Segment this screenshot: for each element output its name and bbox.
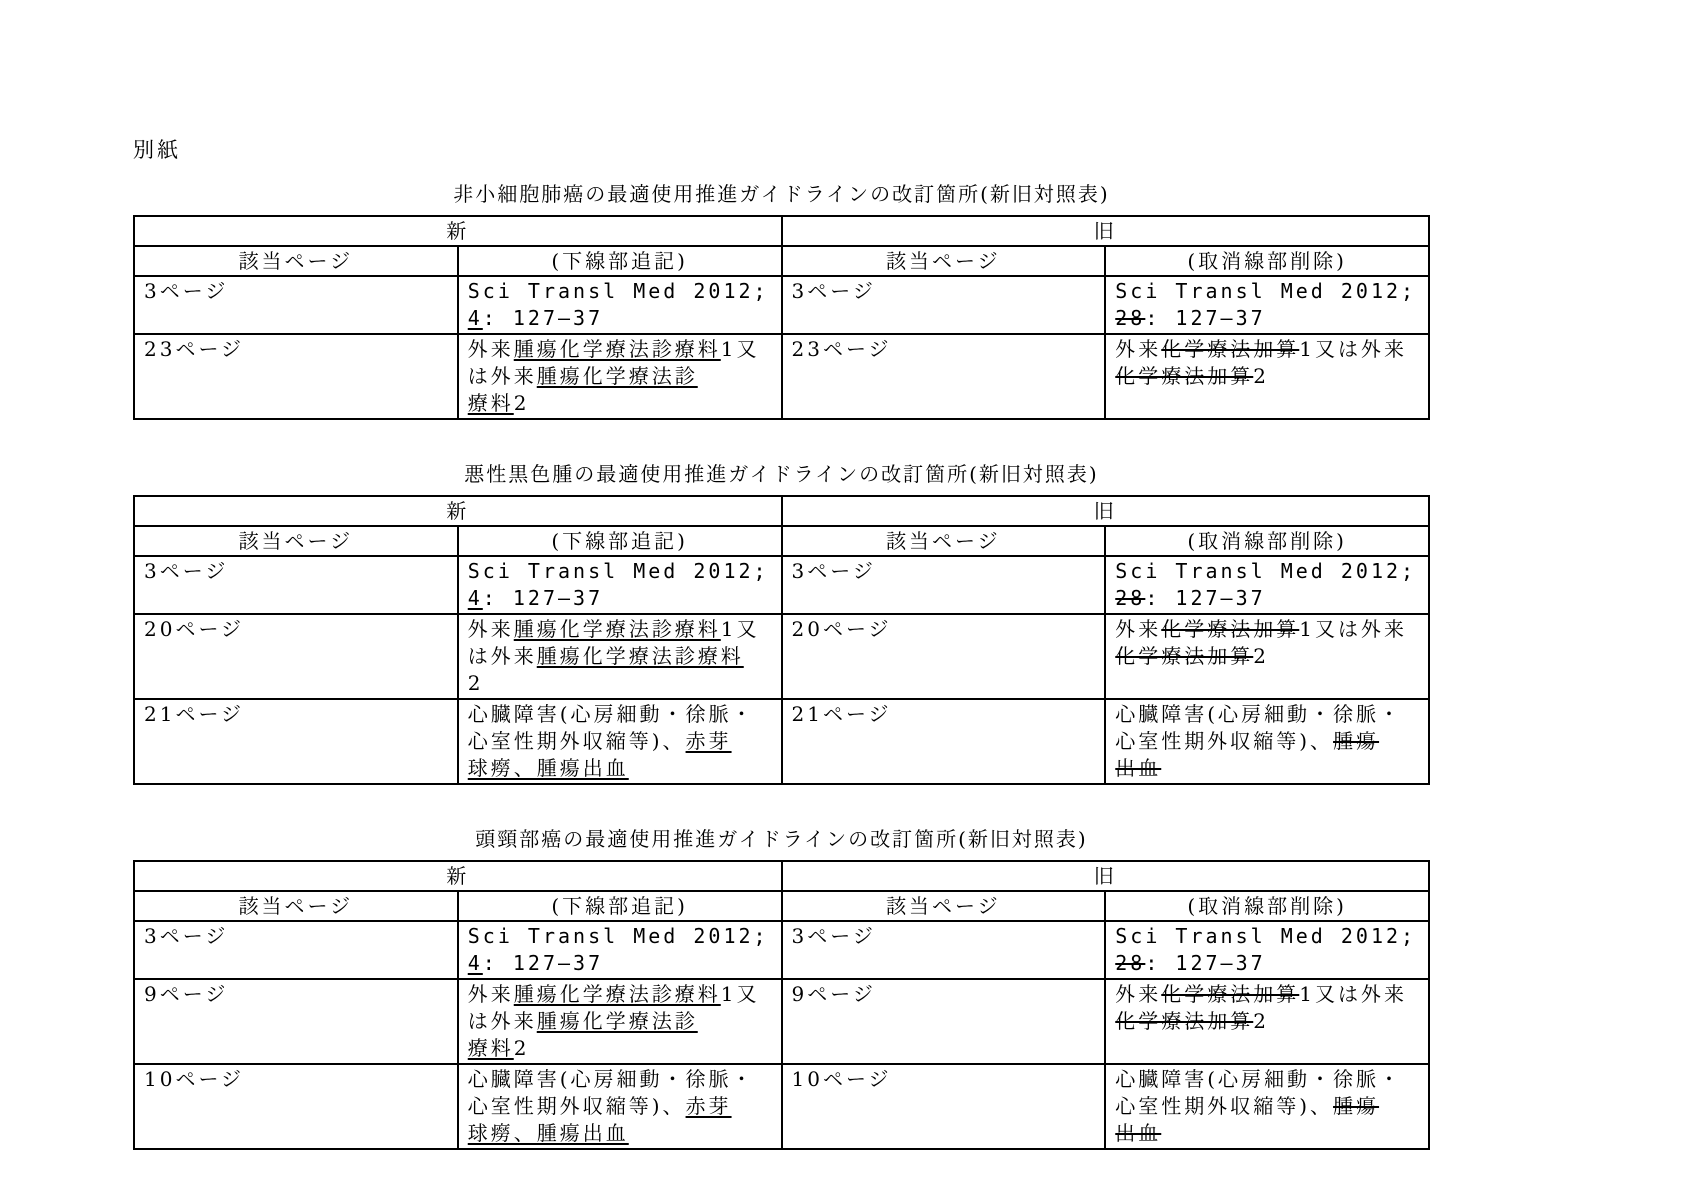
underlined-addition: 腫瘍化学療法診療料 <box>513 337 721 361</box>
plain-text: 1又は外来 <box>1299 982 1407 1006</box>
plain-text: Sci Transl Med 2012; <box>467 924 769 948</box>
table-title: 頭頸部癌の最適使用推進ガイドラインの改訂箇所(新旧対照表) <box>475 827 1088 851</box>
new-change-header: (下線部追記) <box>458 891 782 921</box>
plain-text: : 127—37 <box>482 306 604 330</box>
new-column-header: 新 <box>134 496 782 526</box>
new-change-header: (下線部追記) <box>458 526 782 556</box>
text-line <box>468 670 772 697</box>
old-change-cell <box>1105 699 1429 784</box>
old-page-cell: 9ページ <box>782 979 1106 1064</box>
text-line <box>468 923 772 977</box>
old-change-cell <box>1105 614 1429 699</box>
plain-text: : 127—37 <box>482 586 604 610</box>
plain-text: 心臓障害(心房細動・徐脈・心室性期外収縮等)、 <box>467 1067 755 1118</box>
struck-deletion: 化学療法加算 <box>1161 617 1300 641</box>
plain-text: 1又は外来 <box>467 337 760 388</box>
plain-text: Sci Transl Med 2012; <box>1115 924 1417 948</box>
old-column-header: 旧 <box>782 861 1430 891</box>
text-line <box>468 755 772 782</box>
table-header-row <box>134 861 1429 891</box>
table-title: 悪性黒色腫の最適使用推進ガイドラインの改訂箇所(新旧対照表) <box>464 462 1099 486</box>
old-change-header: (取消線部削除) <box>1105 526 1429 556</box>
comparison-tables-container <box>133 182 1430 1150</box>
new-change-cell <box>458 614 782 699</box>
new-page-cell: 10ページ <box>134 1064 458 1149</box>
new-change-cell <box>458 921 782 979</box>
plain-text: Sci Transl Med 2012; <box>1115 279 1417 303</box>
old-page-header: 該当ページ <box>782 891 1106 921</box>
table-subheader-row <box>134 891 1429 921</box>
text-line <box>1115 336 1419 390</box>
old-page-cell: 21ページ <box>782 699 1106 784</box>
old-page-cell: 3ページ <box>782 276 1106 334</box>
plain-text: 心臓障害(心房細動・徐脈・心室性期外収縮等)、 <box>1115 702 1403 753</box>
plain-text: 2 <box>1253 364 1269 388</box>
underlined-addition: 赤芽 <box>685 729 732 753</box>
old-new-comparison-table <box>133 495 1430 785</box>
new-change-cell <box>458 1064 782 1149</box>
new-page-cell: 3ページ <box>134 556 458 614</box>
table-header-row <box>134 216 1429 246</box>
plain-text: 2 <box>513 391 530 415</box>
text-line <box>468 1035 772 1062</box>
text-line <box>1115 1120 1419 1147</box>
underlined-addition: 赤芽 <box>685 1094 732 1118</box>
new-page-header: 該当ページ <box>134 891 458 921</box>
underlined-addition: 腫瘍化学療法診療料 <box>513 982 721 1006</box>
old-column-header: 旧 <box>782 496 1430 526</box>
plain-text: 外来 <box>1115 617 1162 641</box>
plain-text: 外来 <box>1115 337 1162 361</box>
table-row <box>134 334 1429 419</box>
struck-deletion: 腫瘍 <box>1333 729 1380 753</box>
table-row <box>134 699 1429 784</box>
new-page-cell: 9ページ <box>134 979 458 1064</box>
table-row <box>134 276 1429 334</box>
text-line <box>468 1120 772 1147</box>
plain-text: 1又は外来 <box>1299 337 1407 361</box>
old-page-cell: 23ページ <box>782 334 1106 419</box>
text-line <box>1115 616 1419 670</box>
plain-text: 2 <box>1253 1009 1269 1033</box>
old-new-comparison-table <box>133 215 1430 420</box>
underlined-addition: 療料 <box>467 391 514 415</box>
plain-text: Sci Transl Med 2012; <box>467 559 769 583</box>
struck-deletion: 化学療法加算 <box>1115 644 1254 668</box>
old-change-header: (取消線部削除) <box>1105 246 1429 276</box>
underlined-addition: 腫瘍化学療法診療料 <box>513 617 721 641</box>
old-column-header: 旧 <box>782 216 1430 246</box>
plain-text: Sci Transl Med 2012; <box>467 279 769 303</box>
text-line <box>468 278 772 332</box>
text-line <box>1115 701 1419 755</box>
table-title: 非小細胞肺癌の最適使用推進ガイドラインの改訂箇所(新旧対照表) <box>453 182 1110 206</box>
plain-text: 1又は外来 <box>467 982 760 1033</box>
text-line <box>1115 278 1419 332</box>
old-change-header: (取消線部削除) <box>1105 891 1429 921</box>
document-page <box>133 0 1430 1150</box>
attachment-label: 別紙 <box>133 138 181 162</box>
old-change-cell <box>1105 276 1429 334</box>
old-change-cell <box>1105 334 1429 419</box>
table-row <box>134 614 1429 699</box>
table-row <box>134 1064 1429 1149</box>
new-page-cell: 3ページ <box>134 276 458 334</box>
old-page-cell: 20ページ <box>782 614 1106 699</box>
old-page-header: 該当ページ <box>782 246 1106 276</box>
text-line <box>1115 1066 1419 1120</box>
text-line <box>468 981 772 1035</box>
new-change-header: (下線部追記) <box>458 246 782 276</box>
plain-text: 心臓障害(心房細動・徐脈・心室性期外収縮等)、 <box>1115 1067 1403 1118</box>
text-line <box>468 1066 772 1120</box>
plain-text: 1又は外来 <box>467 617 760 668</box>
text-line <box>1115 981 1419 1035</box>
struck-deletion: 腫瘍 <box>1333 1094 1380 1118</box>
struck-deletion: 化学療法加算 <box>1161 337 1300 361</box>
new-page-cell: 20ページ <box>134 614 458 699</box>
underlined-addition: 4 <box>467 951 483 975</box>
old-change-cell <box>1105 1064 1429 1149</box>
new-change-cell <box>458 699 782 784</box>
plain-text: : 127—37 <box>1145 586 1266 610</box>
new-change-cell <box>458 556 782 614</box>
text-line <box>1115 558 1419 612</box>
table-subheader-row <box>134 246 1429 276</box>
new-change-cell <box>458 979 782 1064</box>
underlined-addition: 球癆、腫瘍出血 <box>467 1121 629 1145</box>
table-row <box>134 979 1429 1064</box>
new-column-header: 新 <box>134 861 782 891</box>
new-change-cell <box>458 276 782 334</box>
plain-text: 外来 <box>467 982 514 1006</box>
new-column-header: 新 <box>134 216 782 246</box>
guideline-revision-section <box>133 462 1430 785</box>
plain-text: 2 <box>467 671 484 695</box>
text-line <box>468 558 772 612</box>
underlined-addition: 球癆、腫瘍出血 <box>467 756 629 780</box>
text-line <box>1115 755 1419 782</box>
plain-text: 外来 <box>467 337 514 361</box>
text-line <box>468 336 772 390</box>
plain-text: 2 <box>1253 644 1269 668</box>
new-page-header: 該当ページ <box>134 246 458 276</box>
new-page-cell: 21ページ <box>134 699 458 784</box>
underlined-addition: 腫瘍化学療法診 <box>536 364 698 388</box>
struck-deletion: 28 <box>1115 306 1146 330</box>
struck-deletion: 出血 <box>1115 1121 1162 1145</box>
text-line <box>468 701 772 755</box>
new-change-cell <box>458 334 782 419</box>
plain-text: : 127—37 <box>482 951 604 975</box>
new-page-cell: 3ページ <box>134 921 458 979</box>
table-row <box>134 556 1429 614</box>
table-subheader-row <box>134 526 1429 556</box>
plain-text: 2 <box>513 1036 530 1060</box>
text-line <box>468 390 772 417</box>
struck-deletion: 28 <box>1115 586 1146 610</box>
text-line <box>468 616 772 670</box>
plain-text: 外来 <box>467 617 514 641</box>
underlined-addition: 腫瘍化学療法診 <box>536 1009 698 1033</box>
old-page-header: 該当ページ <box>782 526 1106 556</box>
table-row <box>134 921 1429 979</box>
old-page-cell: 3ページ <box>782 556 1106 614</box>
old-new-comparison-table <box>133 860 1430 1150</box>
old-change-cell <box>1105 921 1429 979</box>
struck-deletion: 28 <box>1115 951 1146 975</box>
old-change-cell <box>1105 979 1429 1064</box>
underlined-addition: 4 <box>467 306 483 330</box>
underlined-addition: 腫瘍化学療法診療料 <box>536 644 744 668</box>
text-line <box>1115 923 1419 977</box>
plain-text: : 127—37 <box>1145 951 1266 975</box>
struck-deletion: 出血 <box>1115 756 1162 780</box>
struck-deletion: 化学療法加算 <box>1115 1009 1254 1033</box>
guideline-revision-section <box>133 827 1430 1150</box>
new-page-header: 該当ページ <box>134 526 458 556</box>
underlined-addition: 4 <box>467 586 483 610</box>
struck-deletion: 化学療法加算 <box>1161 982 1300 1006</box>
new-page-cell: 23ページ <box>134 334 458 419</box>
plain-text: : 127—37 <box>1145 306 1266 330</box>
plain-text: 1又は外来 <box>1299 617 1407 641</box>
plain-text: Sci Transl Med 2012; <box>1115 559 1417 583</box>
guideline-revision-section <box>133 182 1430 420</box>
old-page-cell: 10ページ <box>782 1064 1106 1149</box>
underlined-addition: 療料 <box>467 1036 514 1060</box>
struck-deletion: 化学療法加算 <box>1115 364 1254 388</box>
plain-text: 心臓障害(心房細動・徐脈・心室性期外収縮等)、 <box>467 702 755 753</box>
old-page-cell: 3ページ <box>782 921 1106 979</box>
plain-text: 外来 <box>1115 982 1162 1006</box>
old-change-cell <box>1105 556 1429 614</box>
table-header-row <box>134 496 1429 526</box>
